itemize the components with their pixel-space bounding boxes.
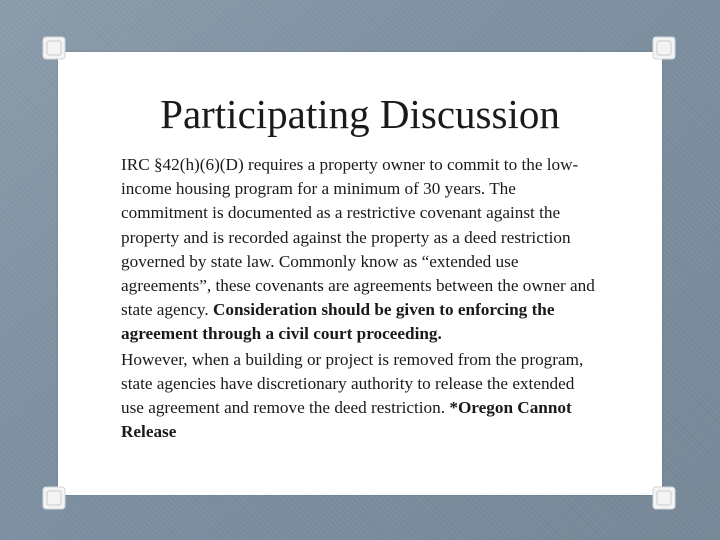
paragraph-1 [121,153,601,347]
corner-clip-bottom-left-icon [40,484,68,512]
paragraph-1-text: IRC §42(h)(6)(D) requires a property owner to commit to the low-income housing program for a minimum of 30 years. The commitment is documented as a restrictive covenant against the property and is recorded against the property as a deed restriction governed by state law. Commonly know as “extended use agreements”, these covenants are agreements between the owner and state agency. [121,155,595,320]
slide-body [121,153,601,444]
corner-clip-bottom-right-icon [650,484,678,512]
slide-title: Participating Discussion [160,91,560,137]
corner-clip-top-left-icon [40,34,68,62]
paragraph-1-bold-text: Consideration should be given to enforcing the agreement through a civil court proceeding. [121,300,555,344]
corner-clip-top-right-icon [650,34,678,62]
paragraph-2-bold-text: *Oregon Cannot Release [121,398,572,442]
paragraph-2-text: However, when a building or project is removed from the program, state agencies have discretionary authority to release the extended use agreement and remove the deed restriction. [121,349,584,418]
paragraph-2 [121,348,601,445]
